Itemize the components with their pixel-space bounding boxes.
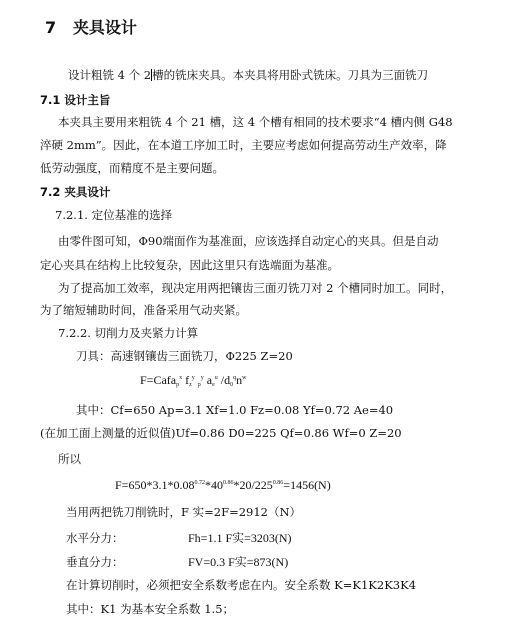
horizontal-force-value: Fh=1.1 F实=3203(N) <box>188 531 292 545</box>
paragraph-line: 定心夹具在结构上比较复杂，因此这里只有选端面为基准。 <box>40 258 339 272</box>
two-cutters-line: 当用两把铣刀削铣时，F 实=2F=2912（N） <box>66 505 302 519</box>
subsection-heading-7-2: 7.2 夹具设计 <box>40 185 111 199</box>
safety-factor-line: 在计算切削时，必须把安全系数考虑在内。安全系数 K=K1K2K3K4 <box>66 578 417 592</box>
subsubsection-heading-7-2-1: 7.2.1. 定位基准的选择 <box>55 208 173 222</box>
section-heading <box>45 20 137 35</box>
vertical-force-value: FV=0.3 F实=873(N) <box>188 555 289 569</box>
paragraph-line: 由零件图可知，Φ90端面作为基准面，应该选择自动定心的夹具。但是自动 <box>58 234 439 248</box>
vertical-force-label: 垂直分力： <box>66 555 124 569</box>
intro-paragraph: 设计粗铣 4 个 2槽的铣床夹具。本夹具将用卧式铣床。刀具为三面铣刀 <box>68 68 429 82</box>
so-line: 所以 <box>58 452 81 466</box>
paragraph-line: 本夹具主要用来粗铣 4 个 21 槽，这 4 个槽有相同的技术要求“4 槽内侧 G48 <box>58 115 453 129</box>
paragraph-line: 低劳动强度，而精度不是主要问题。 <box>40 161 224 175</box>
subsubsection-heading-7-2-2: 7.2.2. 切削力及夹紧力计算 <box>58 326 199 340</box>
k1-line: 其中：K1 为基本安全系数 1.5； <box>66 602 235 616</box>
section-title: 夹具设计 <box>72 18 137 37</box>
vertical-force-line <box>66 555 124 570</box>
paragraph-line: 为了提高加工效率，现决定用两把镶齿三面刃铣刀对 2 个槽同时加工。同时， <box>58 281 453 295</box>
paragraph-line: 淬硬 2mm”。因此，在本道工序加工时，主要应考虑如何提高劳动生产效率，降 <box>40 138 447 152</box>
horizontal-force-line <box>66 531 124 546</box>
paragraph-line: 为了缩短辅助时间，准备采用气动夹紧。 <box>40 303 247 317</box>
cutting-force-formula: F=Cafa$_p^x$ $f_z^y$ $_p^y$ $a_e^u$ $/d_0^qn^w$ <box>140 373 247 388</box>
section-number: 7 <box>45 18 57 37</box>
parameters-line: 其中：Cf=650 Ap=3.1 Xf=1.0 Fz=0.08 Yf=0.72 Ae=40 <box>76 403 394 417</box>
subsection-heading-7-1: 7.1 设计主旨 <box>40 93 111 107</box>
tool-spec-line: 刀具：高速钢镶齿三面铣刀，Φ225 Z=20 <box>76 349 293 363</box>
force-calculation: $F=650*3.1*0.08^{0.72}*40^{0.86}*20/225^{0.86}=1456(N)$ <box>115 478 331 492</box>
parameters-line: (在加工面上测量的近似值)Uf=0.86 D0=225 Qf=0.86 Wf=0 Z=20 <box>40 426 402 440</box>
horizontal-force-label: 水平分力： <box>66 531 124 545</box>
